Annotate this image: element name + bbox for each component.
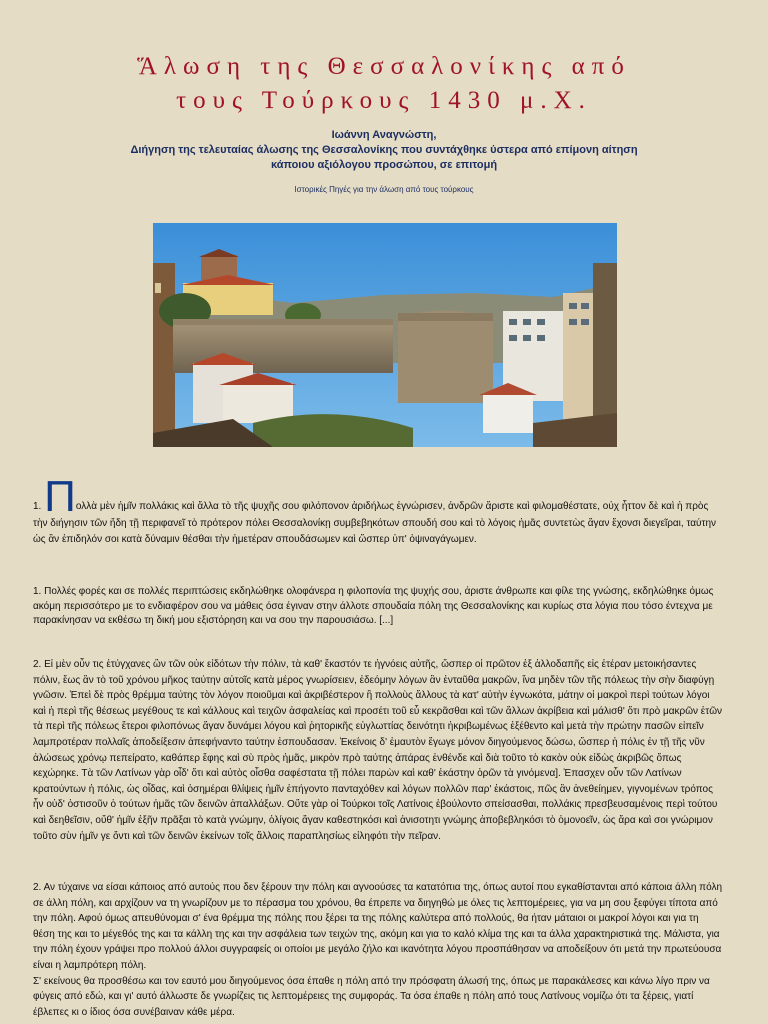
- paragraph-1-text: ολλὰ μὲν ἡμῖν πολλάκις καὶ ἄλλα τὸ τῆς ψυχῆς σου φιλόπονον ἀριδήλως ἐγνώρισεν, ἀνδρῶν ἄριστε καὶ φιλομαθέστατε, οὐχ ἧττον δὲ καὶ ἡ πρὸς τὴν διήγησιν τῶν ἤδη τῇ περιφανεῖ τὸ πρότερον πόλει Θεσσαλονίκῃ συμβεβηκότων σπουδή σου καὶ τὸ λόγοις ἡμᾶς συντετὼς ἄγαν ἔχονσι διεγεῖραι, ταύτην ὡς ἂν ἐπιδηλόν σοι κατὰ δύναμιν θέσθαι τὴν ἡμετέραν σπουδάσωμεν καὶ ὥσπερ ὑπ' ὀψιναγάγωμεν.: [33, 501, 717, 545]
- author-name: Ιωάννη Αναγνώστη,: [331, 129, 437, 141]
- paragraph-1-translation: 1. Πολλές φορές και σε πολλές περιπτώσεις εκδηλώθηκε ολοφάνερα η φιλοπονία της ψυχής σου, άριστε άνθρωπε και φίλε της γνώσης, εκδηλώθηκε όμως ακόμη περισσότερο με το ενδιαφέρον σου να μάθεις όσα έγιναν στην άλλοτε σπουδαία πόλη της Θεσσαλονίκης και κυρίως στα λόγια που τόσο έντεχνα με παρακίνησαν να εκθέσω τη δική μου εξιστόρηση και να σου την παρουσιάσω. [...]: [33, 586, 714, 626]
- author-block: [0, 128, 768, 173]
- paragraph-1-ancient: [33, 472, 723, 549]
- subtitle-line-2: κάποιου αξιόλογου προσώπου, σε επιτομή: [270, 159, 498, 171]
- page-title-line-2: τους Τούρκους 1430 μ.Χ.: [176, 87, 592, 114]
- drop-cap-letter: Π: [44, 472, 76, 521]
- paragraph-2-ancient: 2. Εἰ μὲν οὖν τις ἐτύγχανες ὢν τῶν οὐκ εἰδότων τὴν πόλιν, τὰ καθ' ἕκαστόν τε ἠγνόεις αὐτῆς, ὥσπερ οἱ πρῶτον ἐξ ἀλλοδαπῆς εἰς ἑτέραν μετοικήσαντες πόλιν, ἕως ἂν τὸ τοῦ χρόνου μῆκος ταύτην αὐτοῖς κατὰ μέρος γνωρίσειεν, ἐδεόμην λόγων ἂν ἐνταῦθα μακρῶν, ἵνα μηδὲν τῶν τῆς πόλεως τὴν σὴν διαφύγῃ γνῶσιν. Ἐπεὶ δὲ πρὸς θρέμμα ταύτης τὸν λόγον ποιοῦμαι καὶ ἀκριβέστερον ἢ πολλοὺς ἄλλους τὰ κατ' αὐτὴν ἐγνωκότα, μάτην οἱ μακροὶ περὶ τούτων λόγοι καὶ ἡ περὶ τῆς θέσεως μεγέθους τε καὶ κάλλους καὶ τειχῶν ἀσφαλείας καὶ προσέτι τοῦ εὖ κεκρᾶσθαι καὶ τῶν ἄλλων ἀκρίβεια καὶ μάλισθ' ὅτι πρὸ μακρῶν ἐτῶν τὰ περὶ τῆς πόλεως ἕτεροι φιλοπόνως ἄγαν δυνάμει λόγου καὶ ῥητορικῆς εὐγλωττίας δεινότητι ἠκριβωμένως ἐξέθεντο καὶ μετὰ τὴν πρώτην πασῶν εἰπεῖν λαμπροτέραν πολλαῖς ἀποδείξεσιν ἀπεφήναντο ταύτην ἐσπουδασαν. Ἐκείνοις δ' ἐμαυτὸν ἔγωγε μόνον διηγούμενος δώσω, ὥσπερ ἡ πόλις ἐν τῇ τῆς νῦν ἀλώσεως χρόνῳ πεπείρατο, καθάπερ ἔφης καὶ σὺ πρὸς ἡμᾶς, μικρὸν πρὸ ταύτης ἀπάρας ἐνθένδε καὶ διὰ τοῦτο τὸ κακὸν οὐκ εἰδὼς ἀκριβῶς ὅπως κεχώρηκε. Τὰ τῶν Λατίνων γὰρ οἶδ' ὅτι καὶ αὐτὸς οἶσθα σαφέστατα τῇ πόλει παρὼν καὶ καθ' ἑκάστην ὁρῶν τὰ γινόμενα]. Ἐπασχεν οὖν τῶν Λατίνων κρατούντων ἡ πόλις, ὡς οἶδας, καὶ ὁσημέραι θλίψεις ἡμῖν ἐπήγοντο πανταχόθεν καὶ λόγων πολλῶν παρ' ἑκάστοις, πῶς ἂν ἀνεθείημεν, γιγνομένων τρόπος ἦν οὐδ' ὁστισοῦν ὁ τούτων ἡμᾶς τῶν δεινῶν ἀπαλλάξων. Οὔτε γὰρ οἱ Τούρκοι τοῖς Λατίνοις ἐβούλοντο σπείσασθαι, πολλάκις πρεσβευσαμένοις περὶ τούτου καὶ δεηθεῖσιν, οὔθ' ἡμῖν ἐξῆν πρᾶξαι τὸ κατὰ γνώμην, ὀλίγοις ἄγαν καθεστηκόσι καὶ ἀνισοτητι γνώμης ἀποβεβληκόσι τὸ ὁμονοεῖν, ὡς ἄρα καὶ σοι γνώριμον τοῦτο σὺν ἡμῖν γε ὄντι καὶ τῶν δεινῶν ἐκείνων τοῖς ἄλλοις παραπλησίως εἰληφότι τὴν πεῖραν.: [33, 659, 723, 842]
- paragraph-1-number: 1.: [33, 501, 42, 512]
- paragraph-2-translation-continued: Σ' εκείνους θα προσθέσω και τον εαυτό μου διηγούμενος όσα έπαθε η πόλη από την πρόσφατη άλωσή της, όπως με παρακάλεσες και κάνω λίγο πριν να φύγεις από εδώ, και γι' αυτό άλλωστε δε γνωρίζεις τις λεπτομέρειες της συμφοράς. Τα όσα έπαθε η πόλη από τους Λατίνους νομίζω ότι τα ξέρεις, γιατί έβλεπες κι ο ίδιος όσα συνέβαιναν κάθε μέρα.: [33, 975, 710, 1018]
- thessaloniki-castle-photo: [153, 223, 617, 447]
- paragraph-2-translation-text: 2. Αν τύχαινε να είσαι κάποιος από αυτούς που δεν ξέρουν την πόλη και αγνοούσες τα κατατόπια της, όπως αυτοί που εγκαθίστανται από κάποια άλλη πόλη σε άλλη πόλη, και αρχίζουν να τη γνωρίζουν με το πέρασμα του χρόνου, θα έπρεπε να διηγηθώ με όλες τις λεπτομέρειες, για να μη σου ξεφύγει τίποτα από την πόλη. Αφού όμως απευθύνομαι σ' ένα θρέμμα της πόλης που ξέρει τα της πόλης καλύτερα από πολλούς, θα ήταν μάταιοι οι μακροί λόγοι και για τη θέση της και το μέγεθός της και τα κάλλη της και την ασφάλεια των τειχών της, ακόμη και για το καλό κλίμα της και τα άλλα χαρακτηριστικά της. Μάλιστα, για την πόλη έχουν γράψει προ πολλού άλλοι συγγραφείς οι οποίοι με μεγάλο ζήλο και ικανότητα λόγου προσπάθησαν να αποδείξουν ότι μετά την πρωτεύουσα είναι η λαμπρότερη πόλη.: [33, 882, 723, 971]
- paragraph-2-translation: [33, 880, 723, 1020]
- historical-sources-link[interactable]: Ιστορικές Πηγές για την άλωση από τους τούρκους: [294, 185, 474, 194]
- page-title-line-1: Ἅλωση της Θεσσαλονίκης από: [137, 53, 631, 80]
- subtitle-line-1: Διήγηση της τελευταίας άλωσης της Θεσσαλονίκης που συντάχθηκε ύστερα από επίμονη αίτηση: [130, 144, 638, 156]
